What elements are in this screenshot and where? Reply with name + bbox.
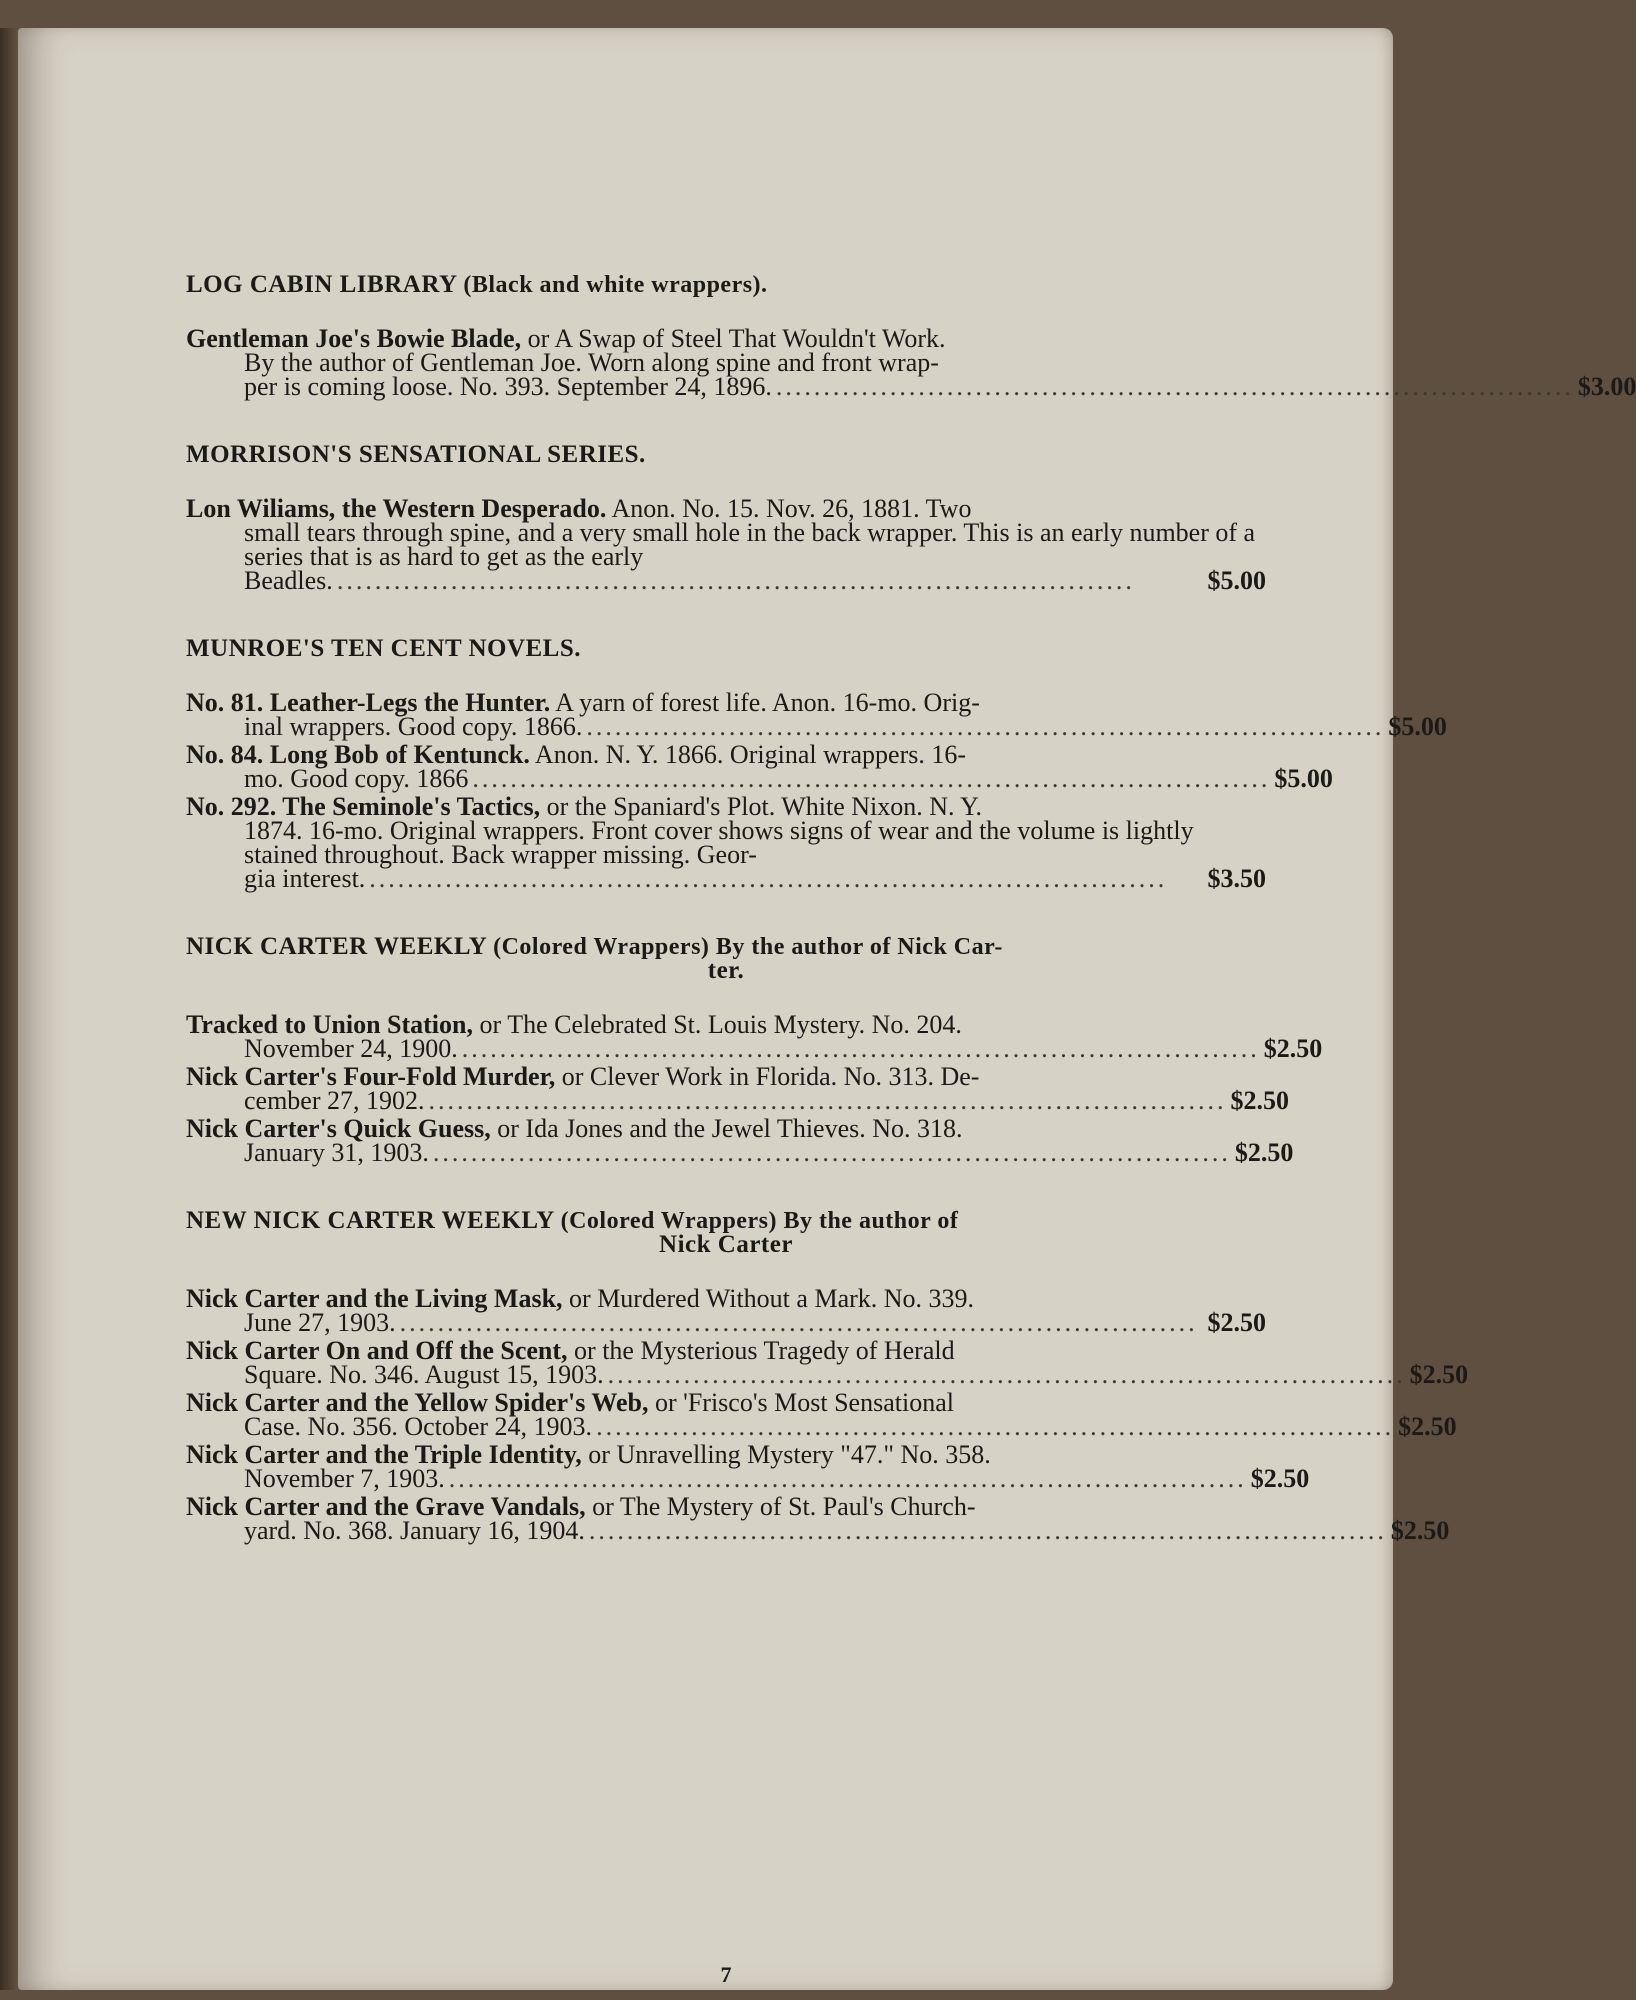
list-item: Lon Wiliams, the Western Desperado. Anon. No. 15. Nov. 26, 1881. Two small tears through spine, and a very small hole in the back wrapper. This is an early number of a series that is as hard to get as the early Beadles. .................................................................................... $5.00 <box>186 494 1266 595</box>
section-heading: NEW NICK CARTER WEEKLY (Colored Wrappers) By the author of Nick Carter <box>186 1207 959 1258</box>
price: $2.50 <box>1409 1360 1469 1389</box>
list-item: No. 84. Long Bob of Kentunck. Anon. N. Y. 1866. Original wrappers. 16- mo. Good copy. 1866 .................................................................................... $5.00 <box>186 740 1333 793</box>
section-heading: LOG CABIN LIBRARY (Black and white wrappers). <box>186 271 768 298</box>
list-item: No. 81. Leather-Legs the Hunter. A yarn of forest life. Anon. 16-mo. Orig- inal wrappers. Good copy. 1866. .................................................................................... $5.00 <box>186 688 1447 741</box>
price: $5.00 <box>1274 764 1333 793</box>
catalog-page <box>18 28 1636 1990</box>
price: $2.50 <box>1398 1412 1457 1441</box>
price: $2.50 <box>1234 1138 1294 1167</box>
page-number: 7 <box>720 1962 732 1987</box>
list-item: Nick Carter's Four-Fold Murder, or Clever Work in Florida. No. 313. De- cember 27, 1902. .................................................................................... $2.50 <box>186 1062 1290 1115</box>
section-heading: MORRISON'S SENSATIONAL SERIES. <box>186 441 646 468</box>
price: $2.50 <box>1207 1308 1266 1337</box>
price: $3.50 <box>1207 864 1266 893</box>
list-item: No. 292. The Seminole's Tactics, or the Spaniard's Plot. White Nixon. N. Y. 1874. 16-mo. Original wrappers. Front cover shows signs of wear and the volume is lightly stained throughout. Back wrapper missing. Geor- gia interest. .................................................................................... $3.50 <box>186 792 1266 893</box>
page-content <box>186 271 1636 1987</box>
price: $3.00 <box>1577 372 1636 401</box>
list-item: Nick Carter and the Grave Vandals, or The Mystery of St. Paul's Church- yard. No. 368. January 16, 1904. .................................................................................... $2.50 <box>186 1492 1450 1545</box>
list-item: Nick Carter and the Living Mask, or Murdered Without a Mark. No. 339. June 27, 1903. .................................................................................... $2.50 <box>186 1284 1266 1337</box>
price: $2.50 <box>1230 1086 1290 1115</box>
price: $5.00 <box>1388 712 1447 741</box>
price: $5.00 <box>1207 566 1266 595</box>
section-heading: NICK CARTER WEEKLY (Colored Wrappers) By the author of Nick Car- ter. <box>186 933 1003 984</box>
list-item: Tracked to Union Station, or The Celebrated St. Louis Mystery. No. 204. November 24, 1900. .................................................................................... $2.50 <box>186 1010 1323 1063</box>
price: $2.50 <box>1250 1464 1310 1493</box>
list-item: Gentleman Joe's Bowie Blade, or A Swap of Steel That Wouldn't Work. By the author of Gentleman Joe. Worn along spine and front wrap- per is coming loose. No. 393. September 24, 1896. .................................................................................... $3.00 <box>186 324 1636 401</box>
list-item: Nick Carter and the Triple Identity, or Unravelling Mystery "47." No. 358. November 7, 1903. .................................................................................... $2.50 <box>186 1440 1310 1493</box>
section-heading: MUNROE'S TEN CENT NOVELS. <box>186 635 581 662</box>
price: $2.50 <box>1390 1516 1450 1545</box>
list-item: Nick Carter's Quick Guess, or Ida Jones and the Jewel Thieves. No. 318. January 31, 1903. .................................................................................... $2.50 <box>186 1114 1294 1167</box>
price: $2.50 <box>1263 1034 1323 1063</box>
list-item: Nick Carter and the Yellow Spider's Web, or 'Frisco's Most Sensational Case. No. 356. October 24, 1903. .................................................................................... $2.50 <box>186 1388 1457 1441</box>
list-item: Nick Carter On and Off the Scent, or the Mysterious Tragedy of Herald Square. No. 346. August 15, 1903. .................................................................................... $2.50 <box>186 1336 1469 1389</box>
